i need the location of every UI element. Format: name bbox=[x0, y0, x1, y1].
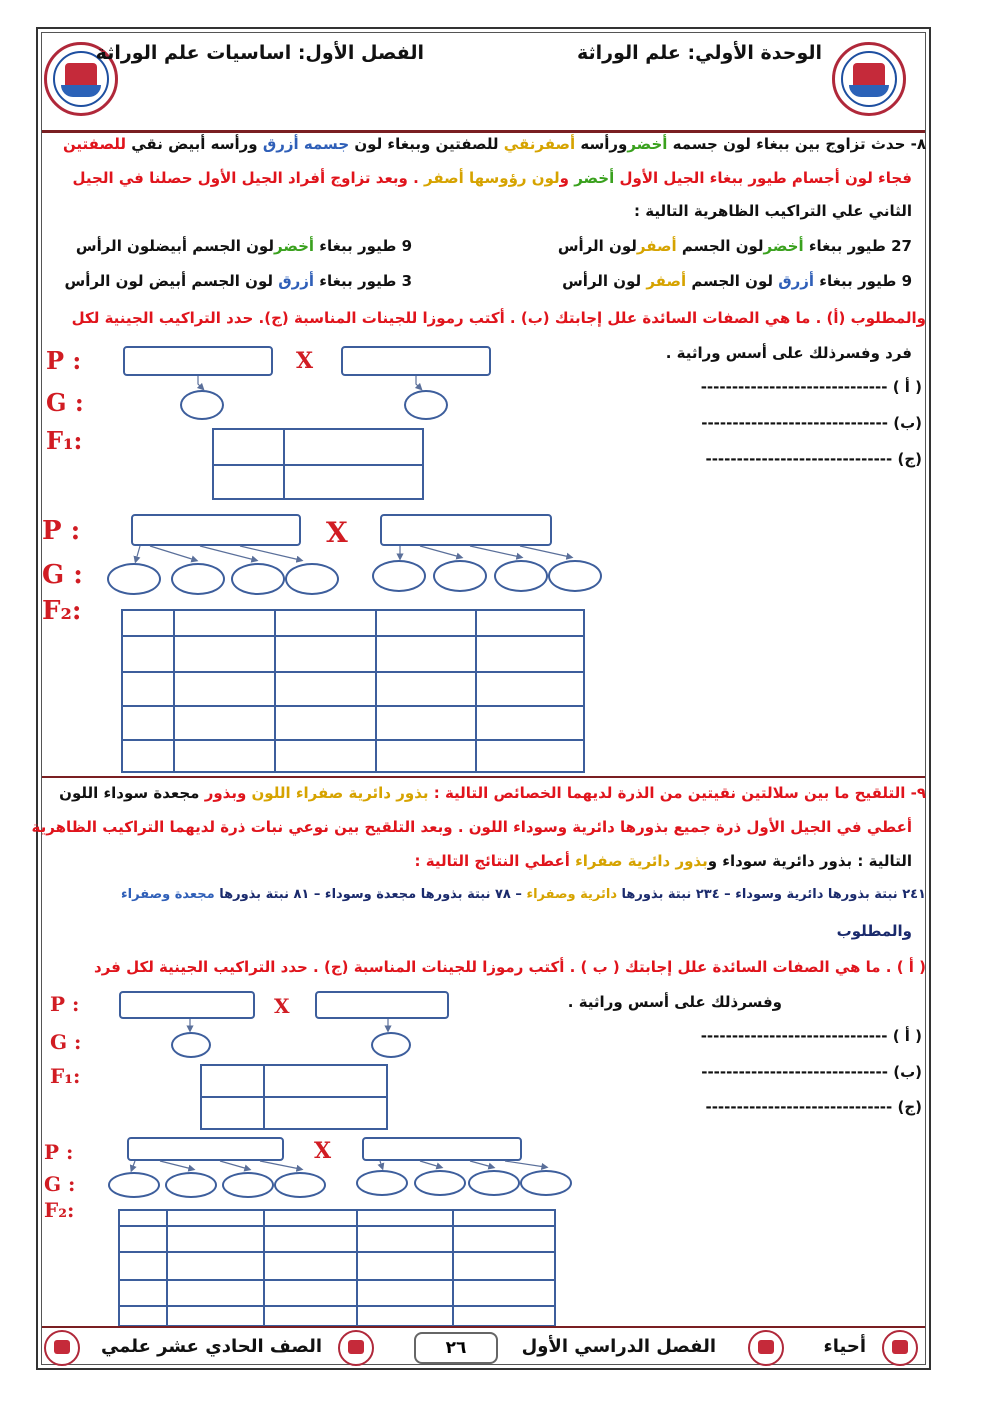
unit-title: الوحدة الأولي: علم الوراثة bbox=[576, 42, 822, 64]
q8-p2-label: P : bbox=[42, 516, 81, 546]
q8-line-1: ٨- حدث تزاوج بين ببغاء لون جسمه أخضرورأسه أصفرنقي للصفتين وببغاء لون جسمه أزرق ورأسه أبيض نقي للصفتين bbox=[62, 135, 926, 153]
footer-grade: الصف الحادي عشر علمي bbox=[100, 1336, 322, 1357]
q8-f2-label: F₂: bbox=[42, 596, 82, 626]
q9-line-4: ٢٤١ نبتة بذورها دائرية وسوداء – ٢٣٤ نبتة بذورها دائرية وصفراء – ٧٨ نبتة بذورها مجعدة وسوداء – ٨١ نبتة بذورها مجعدة وصفراء bbox=[121, 887, 926, 902]
q9-p-label: P : bbox=[50, 992, 80, 1016]
q9-line-2: أعطي في الجيل الأول ذرة جميع بذورها دائرية وسوداء اللون . وبعد التلقيح بين نوعي نبات ذرة لديهما التراكيب الظاهرية bbox=[31, 818, 912, 836]
q9-g2-label: G : bbox=[44, 1172, 76, 1196]
q8-g2-label: G : bbox=[42, 560, 83, 590]
q8-answer-c[interactable]: (ج) ------------------------------ bbox=[705, 450, 922, 468]
q8-required-line: والمطلوب (أ) . ما هي الصفات السائدة علل إجابتك (ب) . أكتب رموزا للجينات المناسبة (ج). حدد التراكيب الجينية لكل bbox=[71, 309, 926, 327]
footer-logo-1 bbox=[882, 1330, 918, 1366]
q9-line-5: والمطلوب bbox=[836, 922, 912, 940]
footer-logo-4 bbox=[44, 1330, 80, 1366]
footer-logo-3 bbox=[338, 1330, 374, 1366]
footer-logo-2 bbox=[748, 1330, 784, 1366]
page-number: ٢٦ bbox=[414, 1332, 498, 1364]
q8-line-3: الثاني علي التراكيب الظاهرية التالية : bbox=[634, 202, 912, 220]
q9-f2-label: F₂: bbox=[44, 1198, 75, 1222]
q9-line-3: التالية : بذور دائرية سوداء وبذور دائرية صفراء أعطي النتائج التالية : bbox=[414, 852, 912, 870]
q8-p-label: P : bbox=[46, 346, 82, 375]
q8-answer-b[interactable]: (ب) ------------------------------ bbox=[701, 414, 922, 432]
q8-result-2: 9 طيور ببغاء أخضرلون الجسم أبيضلون الرأس bbox=[75, 237, 412, 255]
q8-cross-1: X bbox=[296, 348, 314, 374]
chapter-title: الفصل الأول: اساسيات علم الوراثة bbox=[95, 42, 424, 64]
q8-g-label: G : bbox=[46, 388, 84, 417]
q8-line-2: فجاء لون أجسام طيور ببغاء الجيل الأول أخضر ولون رؤوسها أصفر . وبعد تزاوج أفراد الجيل الأول حصلنا في الجيل bbox=[72, 169, 912, 187]
q9-p2-label: P : bbox=[44, 1140, 74, 1164]
q9-required-line-2: وفسرذلك على أسس وراثية . bbox=[567, 993, 782, 1011]
q9-answer-b[interactable]: (ب) ------------------------------ bbox=[701, 1063, 922, 1081]
footer-subject: أحياء bbox=[823, 1336, 866, 1357]
q9-required-line: ( أ ) . ما هي الصفات السائدة علل إجابتك ( ب ) . أكتب رموزا للجينات المناسبة (ج) . حدد التراكيب الجينية لكل فرد bbox=[94, 958, 926, 976]
q9-answer-a[interactable]: ( أ ) ------------------------------ bbox=[700, 1027, 922, 1045]
q8-result-4: 3 طيور ببغاء أزرق لون الجسم أبيض لون الرأس bbox=[64, 272, 412, 290]
q9-cross-1: X bbox=[274, 994, 290, 1018]
q8-cross-2: X bbox=[326, 516, 348, 549]
q9-g-label: G : bbox=[50, 1030, 82, 1054]
q8-f1-label: F₁: bbox=[46, 426, 83, 455]
q9-answer-c[interactable]: (ج) ------------------------------ bbox=[705, 1098, 922, 1116]
q9-f1-label: F₁: bbox=[50, 1064, 81, 1088]
q8-result-3: 9 طيور ببغاء أزرق لون الجسم أصفر لون الرأس bbox=[562, 272, 912, 290]
q8-answer-a[interactable]: ( أ ) ------------------------------ bbox=[700, 378, 922, 396]
footer-divider bbox=[42, 1326, 925, 1328]
q8-required-line-2: فرد وفسرذلك على أسس وراثية . bbox=[665, 344, 912, 362]
q9-cross-2: X bbox=[314, 1138, 332, 1164]
q8-result-1: 27 طيور ببغاء أخضرلون الجسم أصفرلون الرأس bbox=[557, 237, 912, 255]
footer-term: الفصل الدراسي الأول bbox=[521, 1336, 716, 1357]
q9-line-1: ٩- التلقيح ما بين سلالتين نقيتين من الذرة لديهما الخصائص التالية : بذور دائرية صفراء اللون وبذور مجعدة سوداء اللون bbox=[59, 784, 926, 802]
